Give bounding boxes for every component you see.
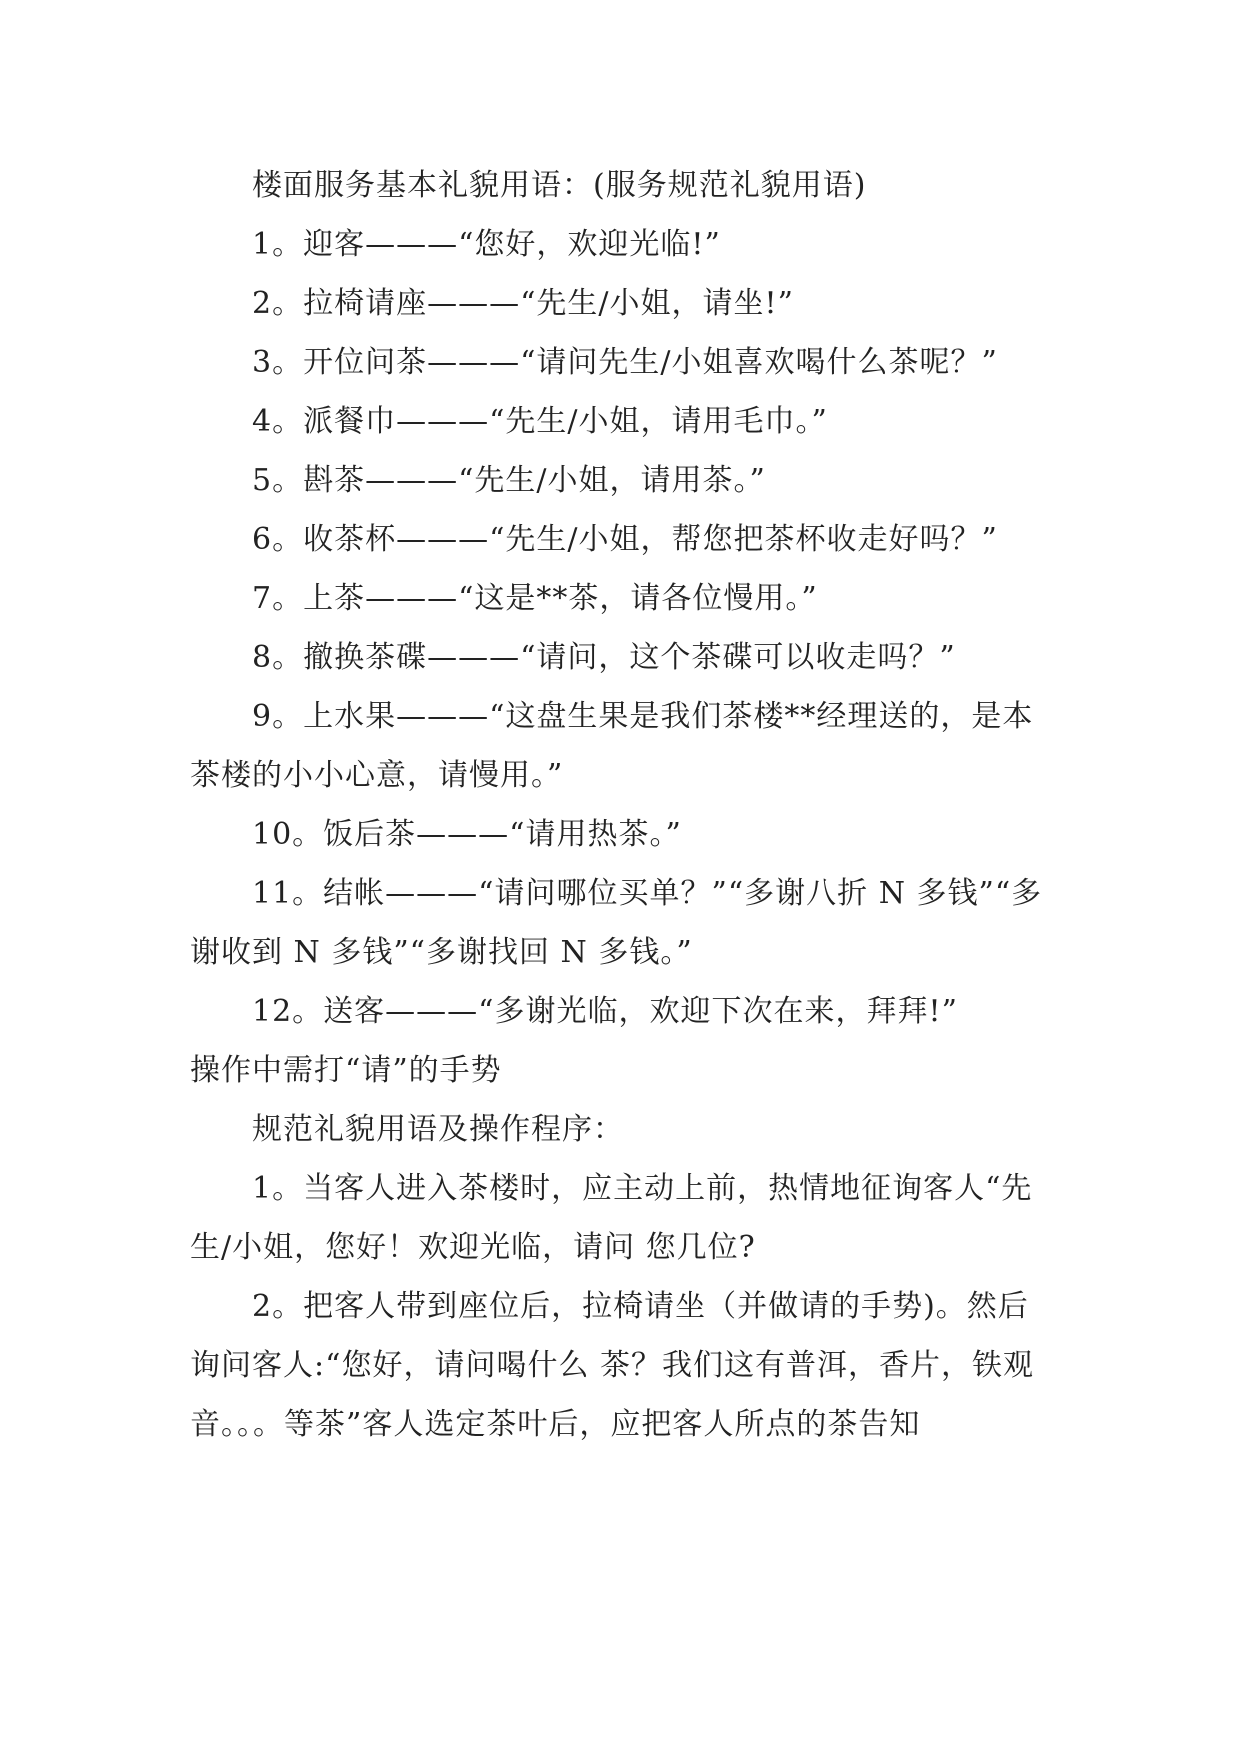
procedure-item: 2。把客人带到座位后，拉椅请坐（并做请的手势)。然后询问客人:“您好，请问喝什么 茶？我们这有普洱，香片，铁观音。。。等茶”客人选定茶叶后，应把客人所点的茶告知 <box>190 1289 1034 1442</box>
phrase-item: 12。送客———“多谢光临，欢迎下次在来，拜拜!” <box>252 994 958 1029</box>
phrase-item: 3。开位问茶———“请问先生/小姐喜欢喝什么茶呢？” <box>252 345 998 380</box>
phrase-item: 2。拉椅请座———“先生/小姐，请坐!” <box>252 286 794 321</box>
phrase-item: 8。撤换茶碟———“请问，这个茶碟可以收走吗？” <box>252 640 956 675</box>
phrase-item: 7。上茶———“这是**茶，请各位慢用。” <box>252 581 818 616</box>
section-heading: 楼面服务基本礼貌用语：(服务规范礼貌用语) <box>252 168 867 203</box>
procedure-item: 1。当客人进入茶楼时，应主动上前，热情地征询客人“先生/小姐，您好！欢迎光临，请问 您几位? <box>190 1171 1033 1265</box>
gesture-note: 操作中需打“请”的手势 <box>190 1053 502 1088</box>
phrase-item: 11。结帐———“请问哪位买单？”“多谢八折 N 多钱”“多谢收到 N 多钱”“多谢找回 N 多钱。” <box>190 876 1043 970</box>
document-body <box>190 156 1050 1454</box>
phrase-item: 1。迎客———“您好，欢迎光临!” <box>252 227 721 262</box>
section-heading: 规范礼貌用语及操作程序： <box>252 1112 624 1147</box>
phrase-item: 9。上水果———“这盘生果是我们茶楼**经理送的，是本茶楼的小小心意，请慢用。” <box>190 699 1034 793</box>
phrase-item: 5。斟茶———“先生/小姐，请用茶。” <box>252 463 766 498</box>
phrase-item: 10。饭后茶———“请用热茶。” <box>252 817 682 852</box>
phrase-item: 6。收茶杯———“先生/小姐，帮您把茶杯收走好吗？” <box>252 522 998 557</box>
phrase-item: 4。派餐巾———“先生/小姐，请用毛巾。” <box>252 404 828 439</box>
